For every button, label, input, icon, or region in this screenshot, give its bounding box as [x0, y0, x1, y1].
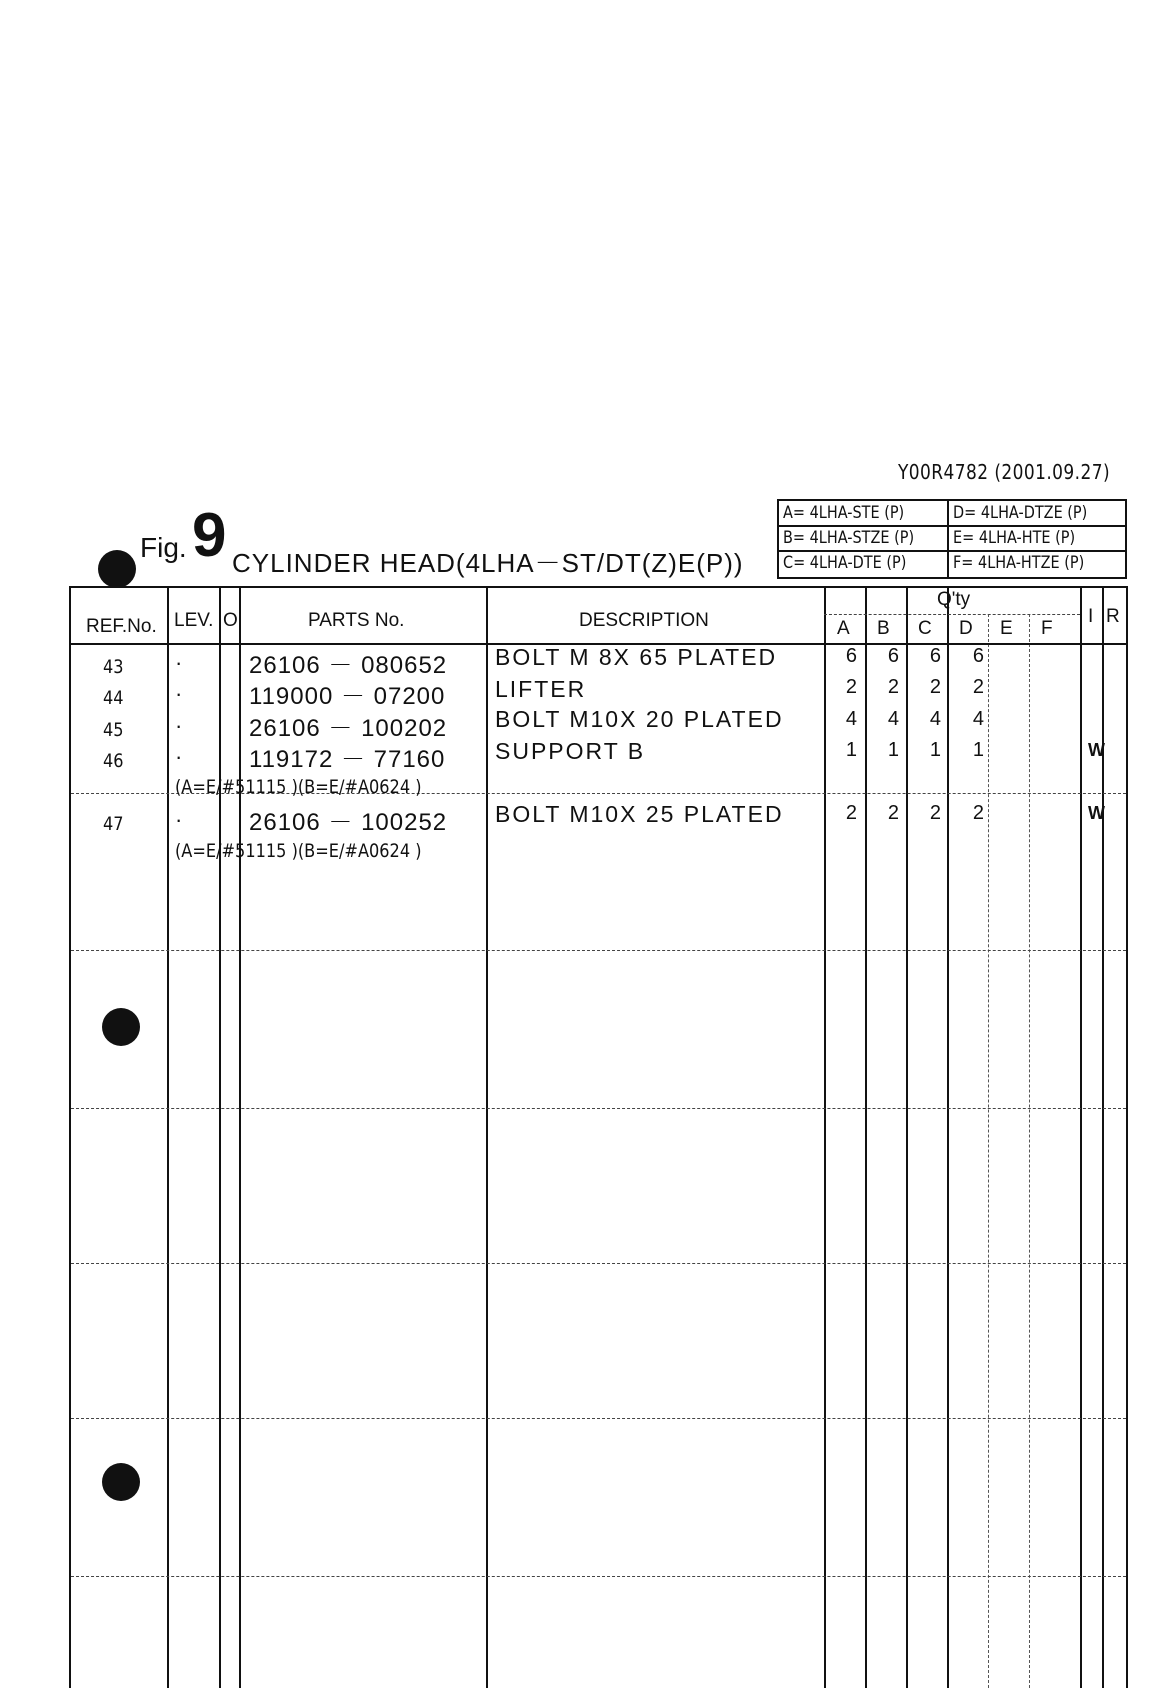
table-cell: 6	[887, 645, 899, 667]
table-cell: 45	[103, 719, 124, 741]
header-qty: Q'ty	[937, 589, 971, 610]
figure-title: CYLINDER HEAD(4LHA－ST/DT(Z)E(P))	[232, 548, 744, 578]
table-cell: 4	[929, 708, 941, 730]
table-cell: ·	[175, 650, 183, 675]
model-e: E= 4LHA-HTE (P)	[953, 528, 1076, 548]
table-cell: BOLT M10X 20 PLATED	[495, 706, 784, 732]
table-cell: SUPPORT B	[495, 738, 646, 764]
model-a: A= 4LHA-STE (P)	[783, 503, 905, 523]
header-qty-a: A	[837, 618, 850, 639]
table-cell: 6	[845, 645, 857, 667]
header-parts-no: PARTS No.	[308, 610, 405, 631]
table-cell: 46	[103, 750, 124, 772]
header-r: R	[1106, 606, 1120, 627]
binder-hole-bullet	[102, 1463, 140, 1501]
table-cell: 2	[887, 802, 899, 824]
model-d: D= 4LHA-DTZE (P)	[953, 503, 1088, 523]
table-cell: BOLT M10X 25 PLATED	[495, 801, 784, 827]
table-cell: 1	[972, 739, 984, 761]
table-cell: 47	[103, 813, 124, 835]
table-cell: 1	[887, 739, 899, 761]
header-o: O	[223, 610, 238, 631]
table-cell: ·	[175, 807, 183, 832]
table-cell: 119000 － 07200	[249, 683, 446, 710]
table-cell: 4	[972, 708, 984, 730]
header-ref: REF.No.	[86, 616, 157, 637]
table-cell: 2	[972, 676, 984, 698]
table-cell: BOLT M 8X 65 PLATED	[495, 644, 778, 670]
header-qty-b: B	[877, 618, 890, 639]
table-cell: 2	[929, 676, 941, 698]
table-cell: 1	[845, 739, 857, 761]
header-i: I	[1088, 606, 1094, 627]
table-cell: W	[1088, 740, 1105, 760]
document-id: Y00R4782 (2001.09.27)	[898, 460, 1111, 484]
model-b: B= 4LHA-STZE (P)	[783, 528, 915, 548]
table-cell: 2	[887, 676, 899, 698]
table-cell: ·	[175, 713, 183, 738]
table-cell: 2	[845, 676, 857, 698]
figure-label: Fig.	[140, 532, 187, 563]
table-cell: 26106 － 100202	[249, 715, 448, 742]
table-cell: 26106 － 100252	[249, 809, 448, 836]
parts-table	[69, 586, 1128, 1688]
header-description: DESCRIPTION	[579, 610, 709, 631]
table-cell: 2	[929, 802, 941, 824]
header-lev: LEV.	[174, 610, 214, 631]
table-cell: 43	[103, 656, 124, 678]
model-f: F= 4LHA-HTZE (P)	[953, 553, 1085, 573]
table-cell: 119172 － 77160	[249, 746, 446, 773]
serial-note-46: (A=E/#51115 )(B=E/#A0624 )	[175, 776, 422, 798]
header-qty-d: D	[959, 618, 973, 639]
table-cell: 4	[887, 708, 899, 730]
table-cell: 4	[845, 708, 857, 730]
table-cell: ·	[175, 681, 183, 706]
table-cell: 26106 － 080652	[249, 652, 448, 679]
model-legend	[777, 499, 1127, 579]
table-cell: W	[1088, 803, 1105, 823]
serial-note-47: (A=E/#51115 )(B=E/#A0624 )	[175, 840, 422, 862]
table-cell: 6	[972, 645, 984, 667]
table-cell: 44	[103, 687, 124, 709]
table-cell: 2	[845, 802, 857, 824]
header-qty-c: C	[918, 618, 932, 639]
header-qty-f: F	[1041, 618, 1053, 639]
figure-number: 9	[192, 501, 227, 570]
model-c: C= 4LHA-DTE (P)	[783, 553, 907, 573]
table-cell: 1	[929, 739, 941, 761]
table-cell: 6	[929, 645, 941, 667]
binder-hole-bullet	[102, 1008, 140, 1046]
table-cell: LIFTER	[495, 676, 587, 702]
table-cell: 2	[972, 802, 984, 824]
header-qty-e: E	[1000, 618, 1013, 639]
binder-hole-bullet	[98, 550, 136, 588]
table-cell: ·	[175, 744, 183, 769]
